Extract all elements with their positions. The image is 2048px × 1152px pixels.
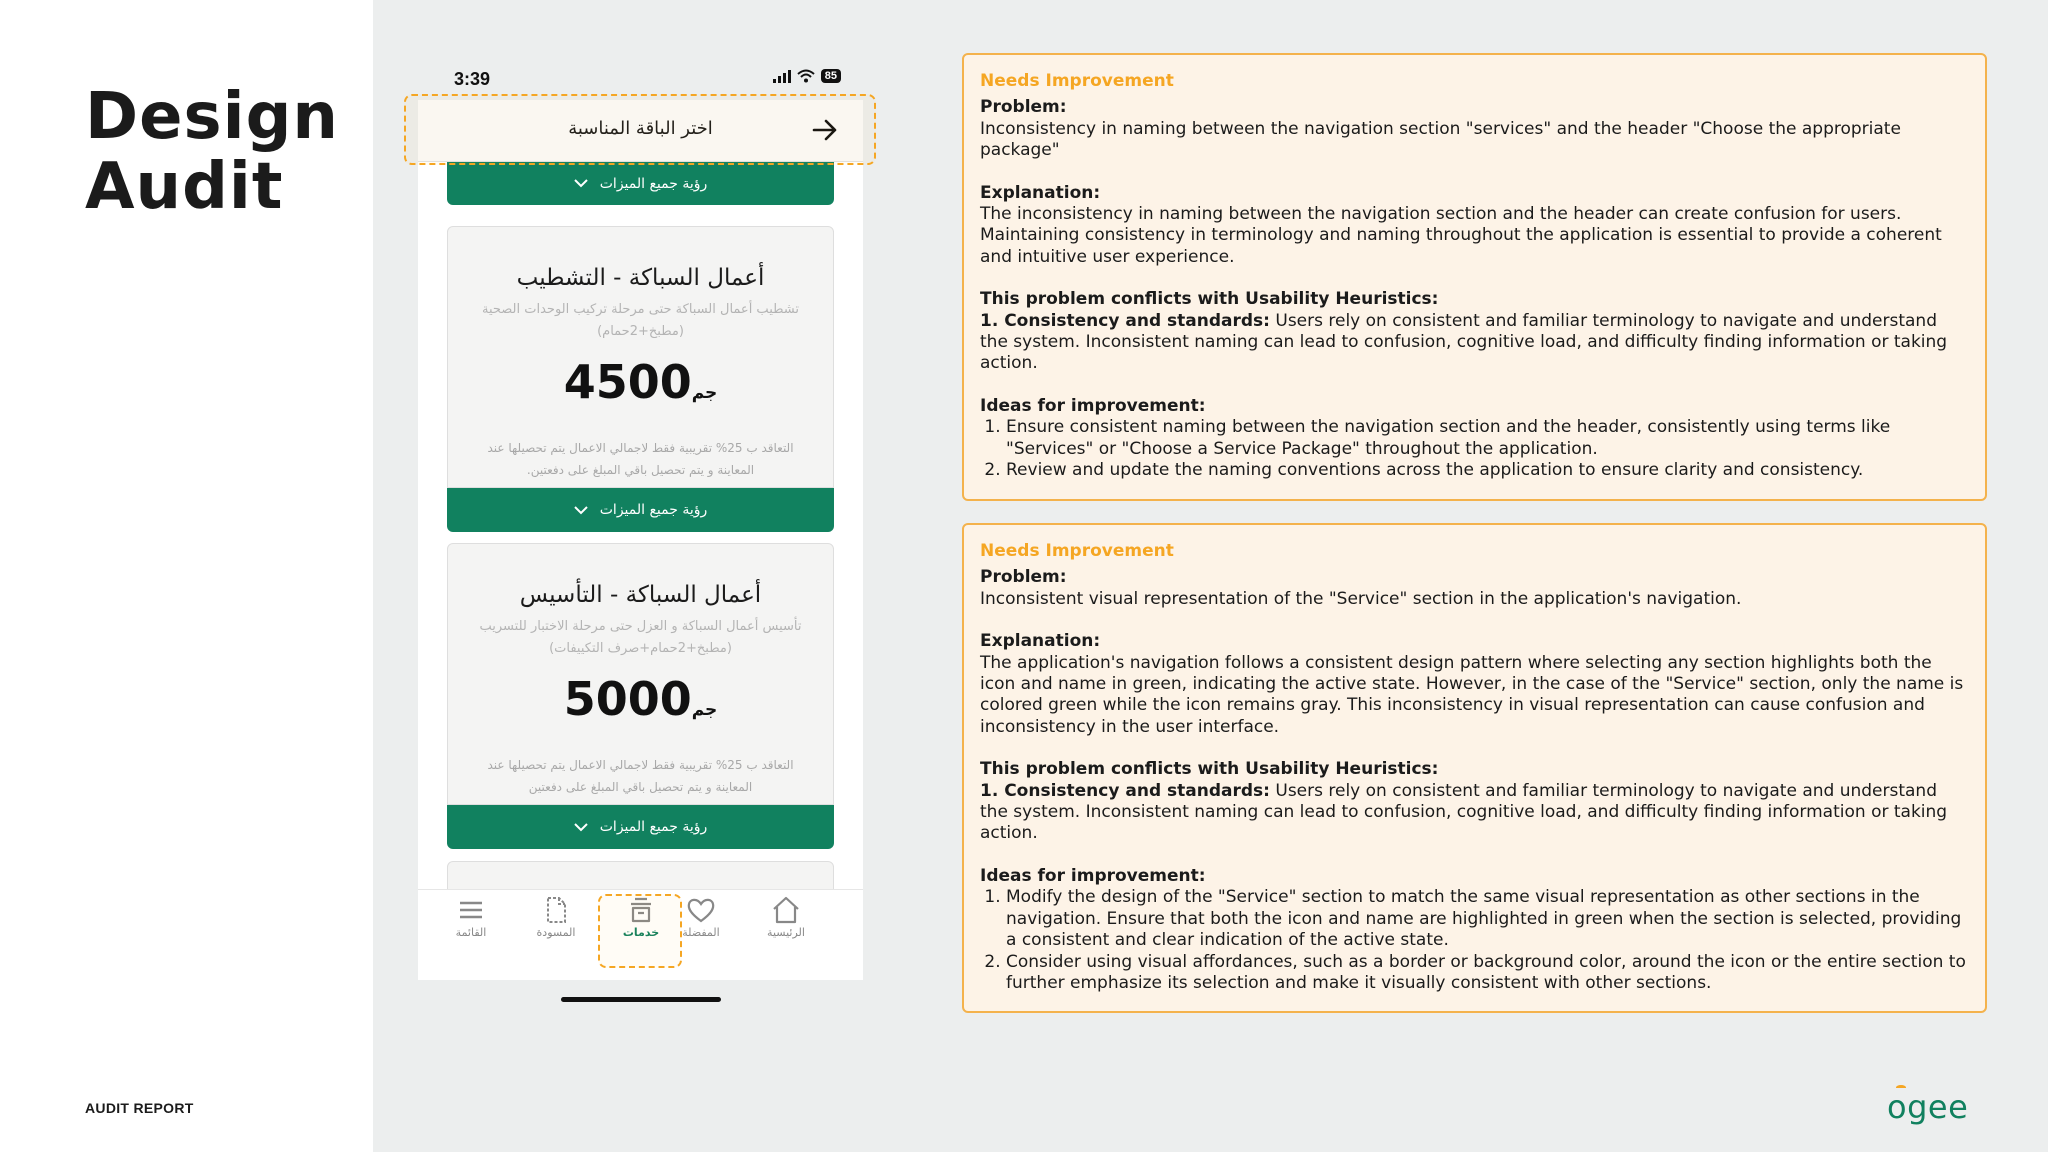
currency-label: جم [691, 700, 718, 720]
audit-card [962, 53, 1987, 501]
chevron-down-icon [574, 823, 588, 832]
list-item: 1. Ensure consistent naming between the navigation section and the header, consistently using terms like "Services" or "Choose a Service Package" throughout the application. [1006, 417, 1969, 460]
conflict-heading: This problem conflicts with Usability Heuristics: [980, 759, 1439, 780]
tab-label: الرئيسية [767, 926, 805, 939]
status-badge: Needs Improvement [980, 541, 1174, 561]
battery-icon: 85 [821, 69, 841, 83]
tab-home[interactable] [751, 896, 821, 956]
audit-card [962, 523, 1987, 1013]
package-price: 4500جم [563, 355, 718, 409]
package-note: التعاقد ب 25% تقريبية فقط لاجمالي الاعمال يتم تحصيلها عند المعاينة و يتم تحصيل باقي المبلغ على دفعتين. [487, 441, 794, 477]
tab-label: المفضلة [682, 926, 720, 939]
see-all-features-button[interactable] [447, 488, 834, 532]
currency-label: جم [691, 383, 718, 403]
package-note: التعاقد ب 25% تقريبية فقط لاجمالي الاعمال يتم تحصيلها عند المعاينة و يتم تحصيل باقي المبلغ على دفعتين [487, 758, 794, 794]
tab-drafts[interactable] [521, 896, 591, 956]
title-line-2: Audit [85, 150, 284, 224]
heuristic-name: 1. Consistency and standards: [980, 310, 1270, 331]
tab-menu[interactable] [436, 896, 506, 956]
tab-label: خدمات [622, 926, 660, 939]
heart-icon [686, 896, 716, 924]
services-tab-highlight [598, 894, 682, 968]
phone-mockup [418, 55, 863, 1010]
menu-icon [456, 896, 486, 924]
explanation-heading: Explanation: [980, 182, 1101, 203]
chevron-down-icon [574, 506, 588, 515]
see-all-label: رؤية جميع الميزات [599, 502, 708, 518]
audit-report-label: AUDIT REPORT [85, 1100, 194, 1116]
title-line-1: Design [85, 80, 339, 154]
ideas-list [1006, 887, 1969, 994]
package-card[interactable] [447, 226, 834, 488]
see-all-label: رؤية جميع الميزات [599, 175, 708, 192]
package-description: تأسيس أعمال السباكة و العزل حتى مرحلة الاختبار للتسريب (مطبخ+2حمام+صرف التكييفات) [479, 619, 802, 656]
status-badge: Needs Improvement [980, 71, 1174, 91]
explanation-heading: Explanation: [980, 631, 1101, 652]
draft-icon [541, 896, 571, 924]
conflict-heading: This problem conflicts with Usability Heuristics: [980, 289, 1439, 310]
tab-label: القائمة [455, 926, 487, 939]
ideas-heading: Ideas for improvement: [980, 865, 1206, 886]
package-description: تشطيب أعمال السباكة حتى مرحلة تركيب الوحدات الصحية (مطبخ+2حمام) [481, 302, 800, 339]
problem-text: Inconsistency in naming between the navigation section "services" and the header "Choose the appropriate package" [980, 118, 1901, 161]
conflict-text: 1. Consistency and standards: Users rely on consistent and familiar terminology to navigate and understand the system. Inconsistent naming can lead to confusion, cognitive load, and difficulty finding information or taking action. [980, 780, 1948, 844]
tab-label: المسودة [536, 926, 576, 939]
signal-icon [773, 69, 791, 83]
package-title: أعمال السباكة - التشطيب [516, 265, 765, 291]
heuristic-name: 1. Consistency and standards: [980, 780, 1270, 801]
package-price: 5000جم [563, 672, 718, 726]
left-panel [0, 0, 373, 1152]
app-screen [418, 100, 863, 980]
home-icon [771, 896, 801, 924]
ideas-list [1006, 417, 1969, 481]
see-all-label: رؤية جميع الميزات [599, 819, 708, 835]
chevron-down-icon [574, 179, 588, 188]
problem-heading: Problem: [980, 567, 1067, 588]
problem-text: Inconsistent visual representation of the "Service" section in the application's navigation. [980, 588, 1742, 609]
list-item: 1. Modify the design of the "Service" section to match the same visual representation as other sections in the navigation. Ensure that both the icon and name are highlighted in green when the section is selected, providing a consistent and clear indication of the active state. [1006, 887, 1969, 951]
see-all-features-button[interactable] [447, 162, 834, 205]
header-highlight [404, 94, 876, 165]
problem-heading: Problem: [980, 97, 1067, 118]
ogee-logo: ogee [1887, 1088, 1969, 1126]
home-indicator [561, 997, 721, 1002]
page-title [85, 82, 339, 222]
list-item: 2. Consider using visual affordances, such as a border or background color, around the icon or the entire section to further emphasize its selection and make it visually consistent with other sections. [1006, 952, 1969, 995]
header-title: اختر الباقة المناسبة [568, 118, 713, 139]
explanation-text: The inconsistency in naming between the navigation section and the header can create confusion for users. Maintaining consistency in terminology and naming throughout the application is essential to provide a coherent and intuitive user experience. [980, 204, 1942, 267]
see-all-features-button[interactable] [447, 805, 834, 849]
list-item: 2. Review and update the naming conventions across the application to ensure clarity and consistency. [1006, 460, 1969, 481]
explanation-text: The application's navigation follows a consistent design pattern where selecting any section highlights both the icon and name in green, indicating the active state. However, in the case of the "Service" section, only the name is colored green while the icon remains gray. This inconsistency in visual representation can cause confusion and inconsistency in the user interface. [980, 652, 1964, 737]
status-time: 3:39 [454, 69, 491, 89]
ideas-heading: Ideas for improvement: [980, 395, 1206, 416]
status-icons [773, 69, 841, 83]
package-card[interactable] [447, 543, 834, 805]
wifi-icon [797, 69, 815, 83]
package-title: أعمال السباكة - التأسيس [519, 582, 762, 608]
conflict-text: 1. Consistency and standards: Users rely on consistent and familiar terminology to navigate and understand the system. Inconsistent naming can lead to confusion, cognitive load, and difficulty finding information or taking action. [980, 310, 1948, 374]
